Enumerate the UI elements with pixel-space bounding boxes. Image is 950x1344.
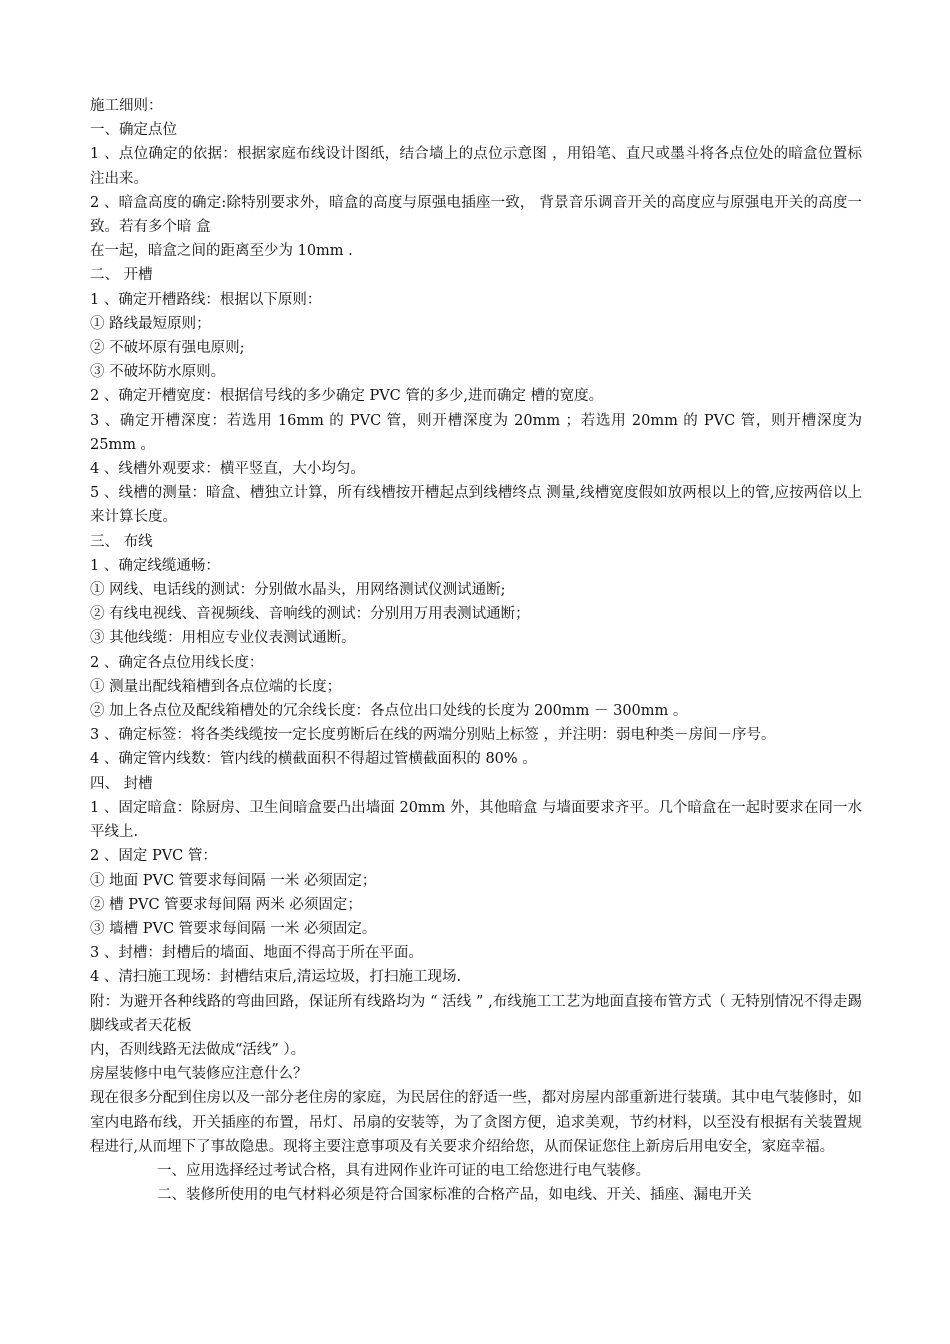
paragraph: 附：为避开各种线路的弯曲回路，保证所有线路均为 “ 活线 ” ,布线施工工艺为地面直接布管方式（ 无特别情况不得走踢脚线或者天花板 (90, 993, 862, 1034)
paragraph: 二、装修所使用的电气材料必须是符合国家标准的合格产品，如电线、开关、插座、漏电开关 (157, 1187, 752, 1204)
paragraph: ③ 其他线缆：用相应专业仪表测试通断。 (90, 630, 356, 647)
paragraph: ① 路线最短原则； (90, 315, 211, 332)
document-body (90, 94, 862, 1207)
paragraph: ② 加上各点位及配线箱槽处的冗余线长度：各点位出口处线的长度为 200mm － 300mm 。 (90, 703, 688, 720)
paragraph: 现在很多分配到住房以及一部分老住房的家庭，为民居住的舒适一些，都对房屋内部重新进行装璜。其中电气装修时，如室内电路布线，开关插座的布置，吊灯、吊扇的安装等，为了贪图方便，追求美观，节约材料，以至没有根据有关装置规程进行,从而埋下了事故隐患。现将主要注意事项及有关要求介绍给您，从而保证您住上新房后用电安全，家庭幸福。 (90, 1090, 862, 1155)
paragraph: 1 、点位确定的依据：根据家庭布线设计图纸，结合墙上的点位示意图 ，用铅笔、直尺或墨斗将各点位处的暗盒位置标注出来。 (90, 146, 862, 187)
paragraph: 四、 封槽 (90, 775, 153, 792)
paragraph: 3 、确定标签：将各类线缆按一定长度剪断后在线的两端分别贴上标签 ，并注明：弱电种类－房间－序号。 (90, 727, 776, 744)
paragraph: 3 、确定开槽深度：若选用 16mm 的 PVC 管，则开槽深度为 20mm ；若选用 20mm 的 PVC 管，则开槽深度为 25mm 。 (90, 412, 862, 453)
paragraph: ③ 不破坏防水原则。 (90, 364, 226, 381)
paragraph: 施工细则： (90, 98, 163, 114)
paragraph: 内，否则线路无法做成“活线” ）。 (90, 1041, 306, 1058)
paragraph: 4 、线槽外观要求：横平竖直，大小均匀。 (90, 461, 365, 478)
paragraph: 在一起，暗盒之间的距离至少为 10mm . (90, 243, 353, 260)
paragraph: 2 、确定开槽宽度：根据信号线的多少确定 PVC 管的多少,进而确定 槽的宽度。 (90, 388, 604, 405)
paragraph: 1 、确定开槽路线：根据以下原则： (90, 291, 322, 308)
paragraph: ① 地面 PVC 管要求每间隔 一米 必须固定； (90, 872, 377, 889)
paragraph: 4 、清扫施工现场：封槽结束后,清运垃圾，打扫施工现场. (90, 969, 462, 986)
paragraph: 二、 开槽 (90, 267, 153, 284)
paragraph: 一、确定点位 (90, 122, 177, 139)
paragraph: 5 、线槽的测量：暗盒、槽独立计算，所有线槽按开槽起点到线槽终点 测量,线槽宽度假如放两根以上的管,应按两倍以上来计算长度。 (90, 485, 862, 526)
paragraph: 房屋装修中电气装修应注意什么？ (90, 1066, 308, 1083)
paragraph: ② 不破坏原有强电原则; (90, 340, 245, 357)
paragraph: 1 、确定线缆通畅： (90, 557, 220, 574)
paragraph: ② 有线电视线、音视频线、音响线的测试：分别用万用表测试通断； (90, 606, 530, 623)
paragraph: 2 、确定各点位用线长度： (90, 654, 264, 671)
paragraph: 4 、确定管内线数：管内线的横截面积不得超过管横截面积的 80% 。 (90, 751, 537, 768)
paragraph: ② 槽 PVC 管要求每间隔 两米 必须固定； (90, 896, 362, 913)
paragraph: 1 、固定暗盒：除厨房、卫生间暗盒要凸出墙面 20mm 外，其他暗盒 与墙面要求齐平。几个暗盒在一起时要求在同一水平线上. (90, 799, 862, 841)
paragraph: ③ 墙槽 PVC 管要求每间隔 一米 必须固定。 (90, 920, 377, 937)
paragraph: 2 、暗盒高度的确定:除特别要求外，暗盒的高度与原强电插座一致， 背景音乐调音开关的高度应与原强电开关的高度一致。若有多个暗 盒 (90, 194, 862, 236)
paragraph: ① 网线、电话线的测试：分别做水晶头，用网络测试仪测试通断; (90, 582, 506, 599)
paragraph: 2 、固定 PVC 管： (90, 848, 217, 865)
paragraph: 一、应用选择经过考试合格，具有进网作业许可证的电工给您进行电气装修。 (157, 1162, 650, 1179)
paragraph: 3 、封槽：封槽后的墙面、地面不得高于所在平面。 (90, 945, 423, 962)
paragraph: 三、 布线 (90, 533, 153, 550)
paragraph: ① 测量出配线箱槽到各点位端的长度； (90, 678, 342, 695)
